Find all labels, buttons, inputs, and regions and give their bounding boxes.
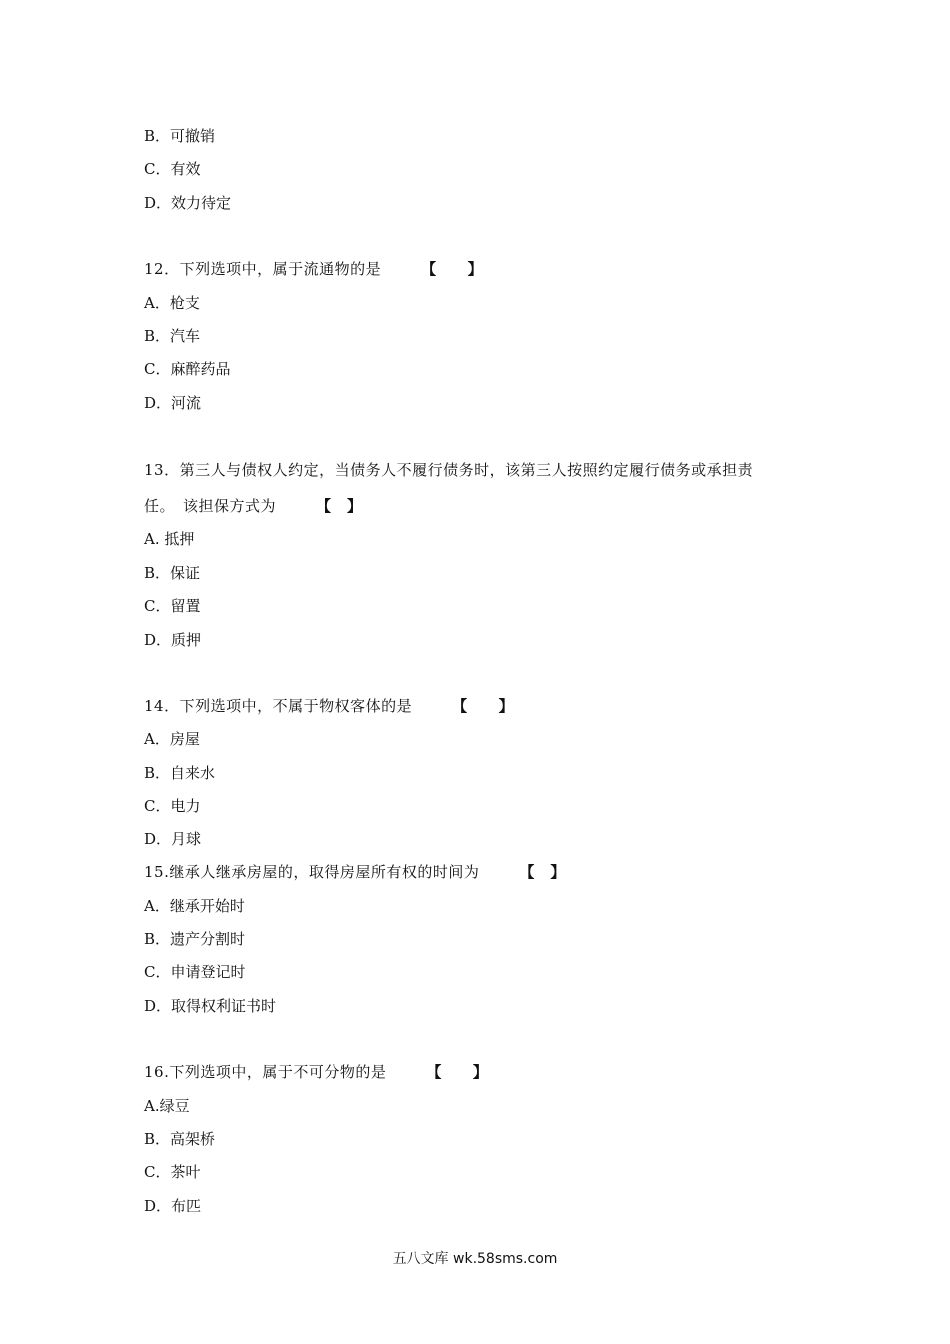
question-13-continued	[144, 496, 363, 516]
option-b: B．高架桥	[144, 1130, 216, 1148]
question-13	[144, 460, 753, 480]
option-b: B．保证	[144, 564, 201, 582]
option-d: D．取得权利证书时	[144, 997, 277, 1015]
question-text-continued: 任。 该担保方式为	[144, 497, 277, 515]
option-a: A. 抵押	[144, 530, 195, 548]
option-d: D．河流	[144, 394, 202, 412]
option-a: A．继承开始时	[144, 897, 245, 915]
option-b: B．可撤销	[144, 127, 216, 145]
option-c: C．电力	[144, 797, 201, 815]
option-b: B．汽车	[144, 327, 201, 345]
option-c: C．茶叶	[144, 1163, 201, 1181]
answer-bracket: 【 】	[519, 863, 566, 881]
question-text: 13．第三人与债权人约定，当债务人不履行债务时，该第三人按照约定履行债务或承担责	[144, 461, 754, 479]
question-15	[144, 862, 566, 882]
option-c: C．麻醉药品	[144, 360, 231, 378]
question-14	[144, 696, 514, 716]
option-c: C．有效	[144, 160, 201, 178]
question-text: 12．下列选项中，属于流通物的是	[144, 260, 382, 278]
question-text: 16.下列选项中，属于不可分物的是	[144, 1063, 387, 1081]
question-16	[144, 1062, 488, 1082]
option-a: A．房屋	[144, 730, 200, 748]
option-b: B．自来水	[144, 764, 216, 782]
option-a: A．枪支	[144, 294, 200, 312]
option-a: A.绿豆	[144, 1097, 190, 1115]
answer-bracket: 【 】	[426, 1063, 489, 1081]
answer-bracket: 【 】	[316, 497, 363, 515]
option-c: C．申请登记时	[144, 963, 246, 981]
option-d: D．布匹	[144, 1197, 202, 1215]
question-12	[144, 259, 483, 279]
option-b: B．遗产分割时	[144, 930, 246, 948]
option-d: D．质押	[144, 631, 202, 649]
option-d: D．效力待定	[144, 194, 232, 212]
answer-bracket: 【 】	[452, 697, 515, 715]
question-text: 14．下列选项中，不属于物权客体的是	[144, 697, 413, 715]
answer-bracket: 【 】	[421, 260, 484, 278]
footer-source: 五八文库 wk.58sms.com	[392, 1251, 558, 1267]
option-c: C．留置	[144, 597, 201, 615]
question-text: 15.继承人继承房屋的，取得房屋所有权的时间为	[144, 863, 480, 881]
option-d: D．月球	[144, 830, 202, 848]
